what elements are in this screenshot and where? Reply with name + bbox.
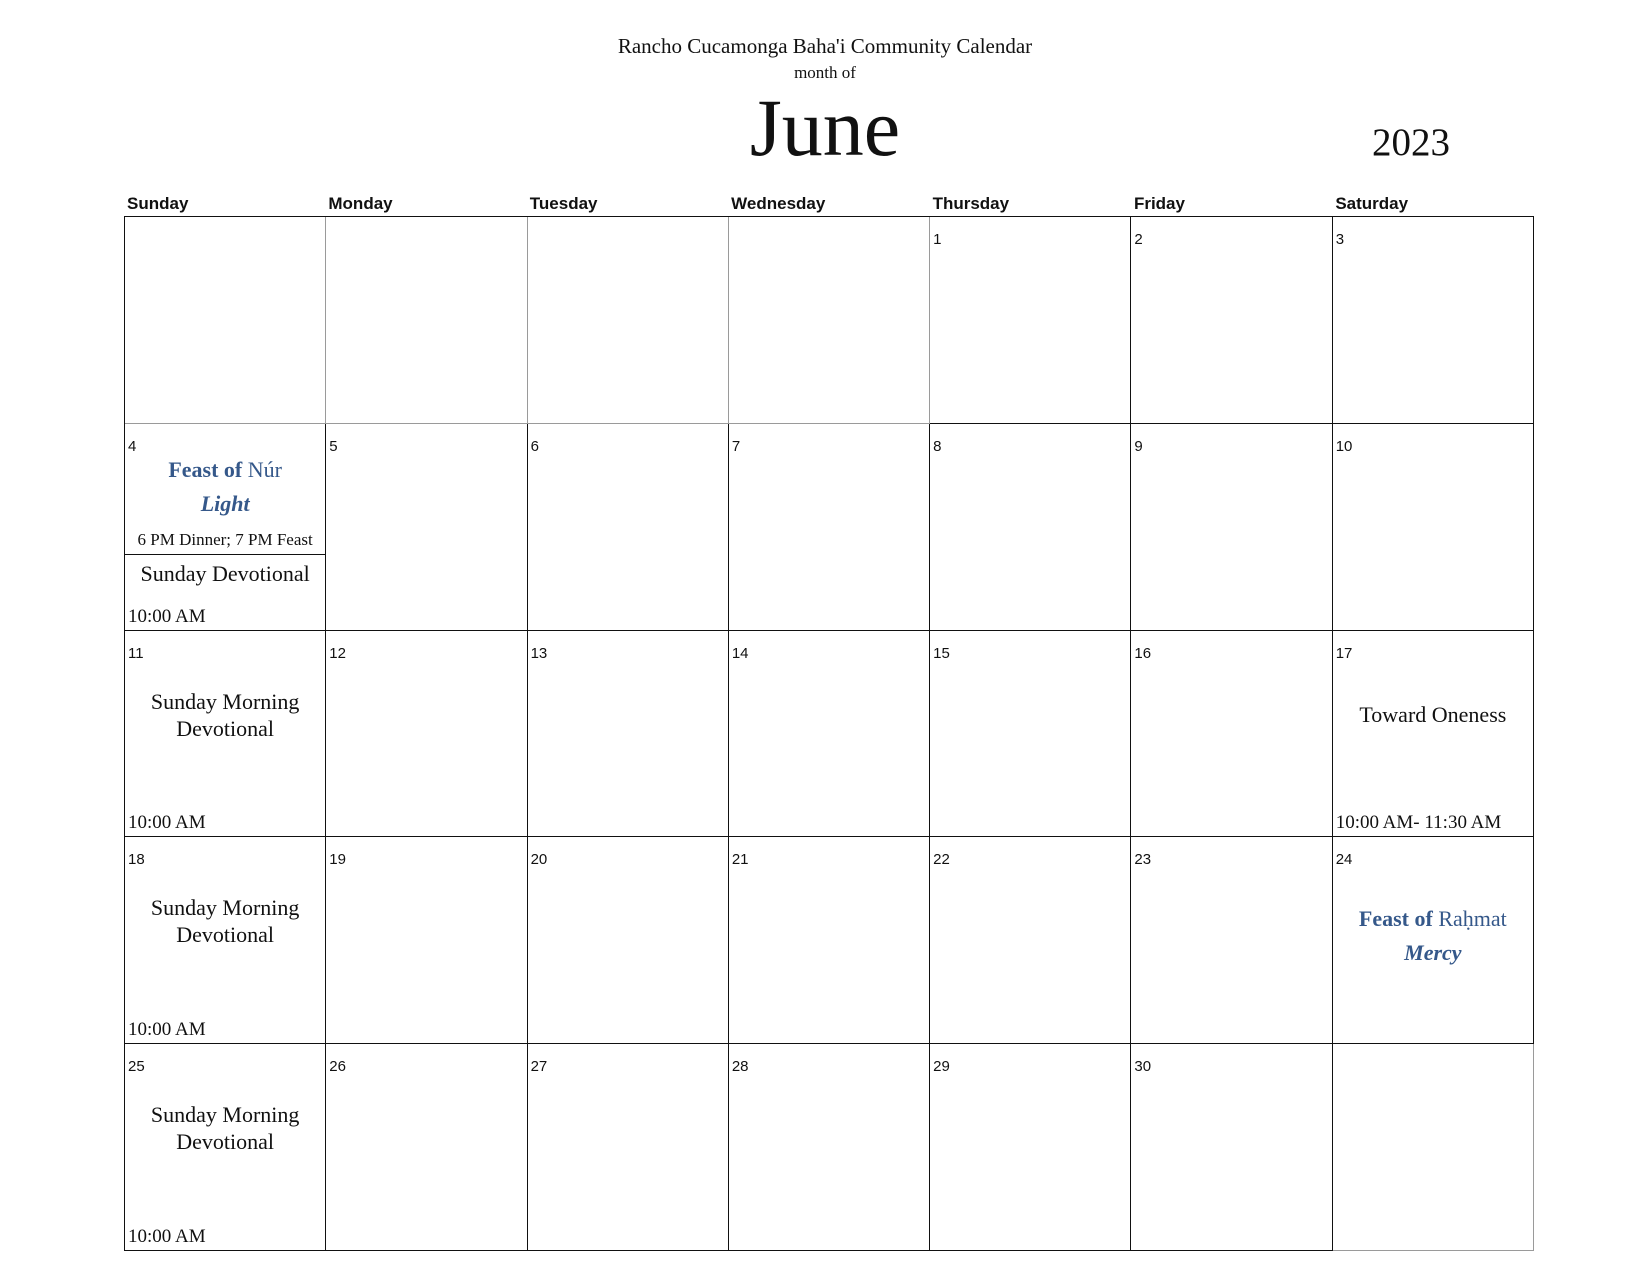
feast-nur-name [125, 453, 325, 487]
day-number: 21 [731, 851, 749, 869]
feast-name: Núr [247, 456, 282, 482]
weekday-sunday: Sunday [127, 194, 189, 213]
day-number: 4 [128, 437, 137, 455]
day-number: 13 [530, 644, 548, 662]
feast-label: Feast of [1358, 906, 1433, 932]
day-cell-empty [326, 217, 527, 424]
year-label: 2023 [1372, 121, 1450, 164]
day-cell[interactable] [326, 631, 527, 838]
weekday-monday: Monday [328, 194, 393, 213]
feast-name: Raḥmat [1438, 906, 1507, 932]
day-number: 12 [329, 644, 346, 662]
calendar-organization-title: Rancho Cucamonga Baha'i Community Calendar [617, 34, 1033, 58]
day-number: 8 [933, 437, 942, 455]
toward-oneness-time: 10:00 AM- 11:30 AM [1335, 812, 1502, 834]
day-cell[interactable] [1131, 631, 1332, 838]
day-number: 9 [1134, 437, 1143, 455]
day-cell[interactable] [1131, 837, 1332, 1044]
day-number: 27 [530, 1058, 548, 1076]
day-cell[interactable] [1333, 631, 1534, 838]
day-cell[interactable] [125, 424, 326, 631]
day-number: 1 [933, 231, 942, 248]
toward-oneness-title: Toward Oneness [1359, 701, 1507, 727]
day-cell[interactable] [1131, 1044, 1332, 1251]
feast-nur-translation [125, 487, 325, 521]
day-cell[interactable] [326, 837, 527, 1044]
day-cell[interactable] [125, 1044, 326, 1251]
day-cell-empty [125, 217, 326, 424]
weekday-wednesday: Wednesday [731, 194, 826, 213]
feast-label: Feast of [168, 456, 243, 482]
day-cell[interactable] [528, 631, 729, 838]
devotional-time: 10:00 AM [128, 1019, 206, 1041]
day-cell[interactable] [326, 424, 527, 631]
weekday-tuesday: Tuesday [529, 194, 598, 213]
day-number: 11 [128, 644, 144, 662]
event-divider [125, 554, 325, 555]
month-title: June [749, 82, 901, 173]
month-of-label: month of [794, 63, 856, 82]
day-number: 7 [731, 437, 741, 455]
calendar-grid [124, 216, 1534, 1251]
feast-nur-details: 6 PM Dinner; 7 PM Feast [137, 529, 313, 549]
day-cell[interactable] [729, 424, 930, 631]
day-cell[interactable] [528, 1044, 729, 1251]
day-number: 19 [329, 851, 346, 869]
devotional-title-line2: Devotional [176, 922, 275, 948]
day-number: 10 [1335, 437, 1353, 455]
day-cell[interactable] [1131, 424, 1332, 631]
day-cell[interactable] [528, 837, 729, 1044]
day-number: 14 [731, 644, 749, 662]
day-cell[interactable] [930, 631, 1131, 838]
day-cell[interactable] [930, 217, 1131, 424]
day-number: 30 [1134, 1058, 1152, 1076]
day-cell[interactable] [1333, 217, 1534, 424]
feast-translation: Light [200, 490, 250, 516]
day-cell[interactable] [930, 1044, 1131, 1251]
devotional-title-line2: Devotional [176, 1129, 275, 1155]
day-number: 3 [1335, 231, 1345, 248]
weekday-friday: Friday [1133, 194, 1185, 213]
day-cell[interactable] [1333, 424, 1534, 631]
day-cell[interactable] [1131, 217, 1332, 424]
day-number: 28 [731, 1058, 749, 1076]
day-number: 24 [1335, 851, 1353, 869]
day-cell[interactable] [729, 631, 930, 838]
day-number: 6 [530, 437, 539, 455]
feast-rahmat-name [1333, 902, 1533, 936]
day-cell[interactable] [729, 1044, 930, 1251]
day-cell-empty [1333, 1044, 1534, 1251]
feast-rahmat-translation [1333, 936, 1533, 970]
day-cell[interactable] [326, 1044, 527, 1251]
weekday-header-row [124, 192, 1534, 216]
day-number: 2 [1134, 231, 1143, 248]
day-cell[interactable] [125, 837, 326, 1044]
day-number: 23 [1134, 851, 1152, 869]
day-cell-empty [729, 217, 930, 424]
day-cell[interactable] [729, 837, 930, 1044]
day-number: 20 [530, 851, 548, 869]
day-cell[interactable] [125, 631, 326, 838]
devotional-time: 10:00 AM [128, 605, 206, 627]
feast-translation: Mercy [1404, 940, 1462, 966]
devotional-title-line1: Sunday Morning [150, 895, 300, 921]
day-cell[interactable] [930, 837, 1131, 1044]
devotional-title: Sunday Devotional [140, 560, 310, 586]
day-cell[interactable] [528, 424, 729, 631]
devotional-title-line1: Sunday Morning [150, 688, 300, 714]
day-cell[interactable] [930, 424, 1131, 631]
day-number: 29 [933, 1058, 950, 1076]
weekday-thursday: Thursday [932, 194, 1010, 213]
devotional-time: 10:00 AM [128, 1226, 206, 1247]
weekday-saturday: Saturday [1335, 194, 1409, 213]
day-number: 5 [329, 437, 338, 455]
day-cell[interactable] [1333, 837, 1534, 1044]
day-number: 18 [128, 851, 145, 869]
day-number: 17 [1335, 644, 1353, 662]
devotional-title-line1: Sunday Morning [150, 1102, 300, 1128]
devotional-time: 10:00 AM [128, 812, 206, 834]
day-number: 16 [1134, 644, 1152, 662]
day-number: 15 [933, 644, 950, 662]
day-number: 26 [329, 1058, 346, 1076]
day-number: 22 [933, 851, 950, 869]
day-cell-empty [528, 217, 729, 424]
devotional-title-line2: Devotional [176, 715, 275, 741]
day-number: 25 [128, 1058, 145, 1076]
